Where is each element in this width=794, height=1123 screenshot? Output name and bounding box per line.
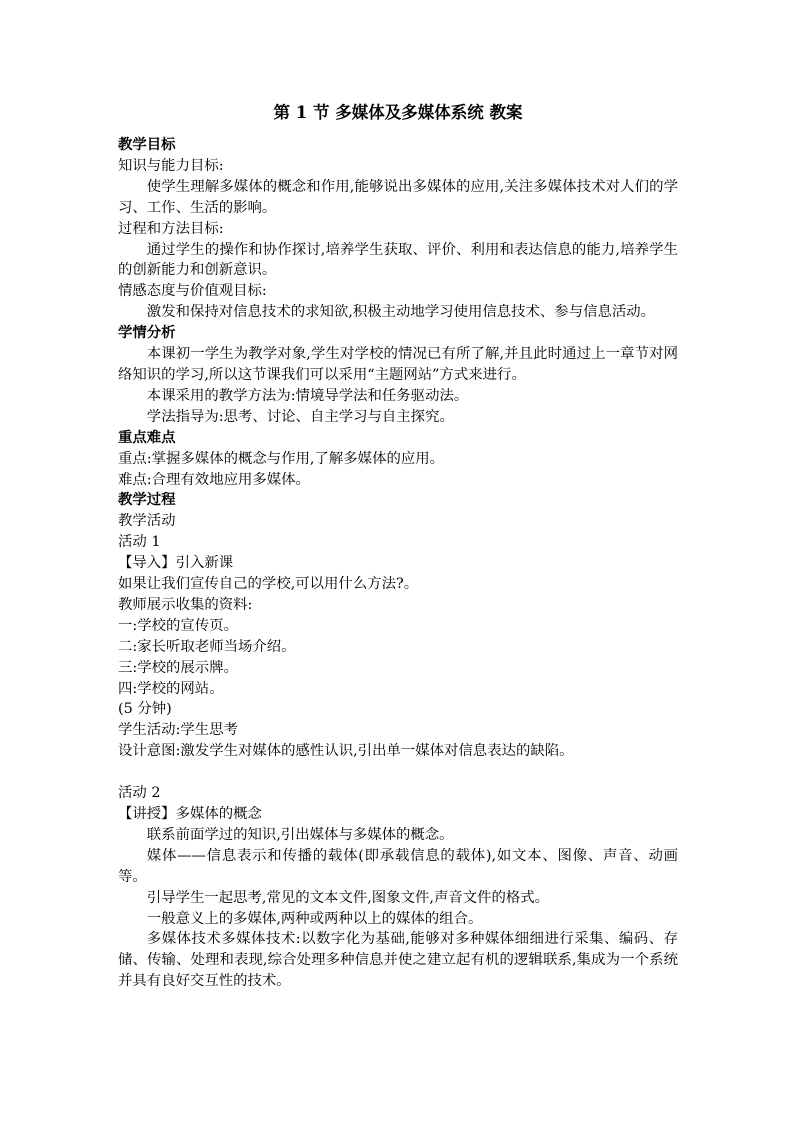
section-heading-key-points: 重点难点 xyxy=(118,428,176,446)
process-text: 通过学生的操作和协作探讨,培养学生获取、评价、利用和表达信息的能力,培养学生的创新能力和创新意识。 xyxy=(118,241,678,279)
knowledge-label: 知识与能力目标: xyxy=(118,157,224,174)
list-item: 三:学校的展示牌。 xyxy=(118,659,238,676)
process-label: 过程和方法目标: xyxy=(118,220,224,237)
emotion-text: 激发和保持对信息技术的求知欲,积极主动地学习使用信息技术、参与信息活动。 xyxy=(146,304,656,321)
key-focus: 重点:掌握多媒体的概念与作用,了解多媒体的应用。 xyxy=(118,450,445,467)
list-item: 一:学校的宣传页。 xyxy=(118,617,238,634)
section-heading-process: 教学过程 xyxy=(118,491,176,509)
activity2-topic: 【讲授】多媒体的概念 xyxy=(118,805,262,822)
section-heading-analysis: 学情分析 xyxy=(118,324,176,342)
activity2-paragraph: 引导学生一起思考,常见的文本文件,图象文件,声音文件的格式。 xyxy=(146,889,550,906)
list-item: 二:家长听取老师当场介绍。 xyxy=(118,638,296,655)
activities-label: 教学活动 xyxy=(118,513,176,530)
blank-line xyxy=(118,762,678,783)
activity1-intent: 设计意图:激发学生对媒体的感性认识,引出单一媒体对信息表达的缺陷。 xyxy=(118,743,574,760)
activity1-time: (5 分钟) xyxy=(118,701,172,718)
document-page xyxy=(118,100,678,992)
knowledge-text: 使学生理解多媒体的概念和作用,能够说出多媒体的应用,关注多媒体技术对人们的学习、工作、生活的影响。 xyxy=(118,178,678,216)
activity2-paragraph: 媒体——信息表示和传播的载体(即承载信息的载体),如文本、图像、声音、动画等。 xyxy=(118,847,678,885)
activity2-label: 活动 2 xyxy=(118,785,161,802)
activity1-label: 活动 1 xyxy=(118,534,161,551)
analysis-guidance: 学法指导为:思考、讨论、自主学习与自主探究。 xyxy=(146,408,454,425)
analysis-method: 本课采用的教学方法为:情境导学法和任务驱动法。 xyxy=(146,387,469,404)
analysis-paragraph: 本课初一学生为教学对象,学生对学校的情况已有所了解,并且此时通过上一章节对网络知识的学习,所以这节课我们可以采用“主题网站”方式来进行。 xyxy=(118,346,678,383)
activity2-paragraph: 联系前面学过的知识,引出媒体与多媒体的概念。 xyxy=(146,826,454,843)
list-item: 四:学校的网站。 xyxy=(118,680,224,697)
activity2-paragraph: 多媒体技术多媒体技术:以数字化为基础,能够对多种媒体细细进行采集、编码、存储、传输、处理和表现,综合处理多种信息并使之建立起有机的逻辑联系,集成为一个系统并具有良好交互性的技术。 xyxy=(118,931,678,990)
emotion-label: 情感态度与价值观目标: xyxy=(118,283,267,300)
activity1-student: 学生活动:学生思考 xyxy=(118,722,238,739)
activity2-paragraph: 一般意义上的多媒体,两种或两种以上的媒体的组合。 xyxy=(146,910,483,927)
activity1-intro: 【导入】引入新课 xyxy=(118,555,234,572)
activity1-question: 如果让我们宣传自己的学校,可以用什么方法?。 xyxy=(118,576,419,593)
page-title: 第 1 节 多媒体及多媒体系统 教案 xyxy=(273,103,523,122)
activity1-materials-label: 教师展示收集的资料: xyxy=(118,596,253,613)
key-difficulty: 难点:合理有效地应用多媒体。 xyxy=(118,471,310,488)
section-heading-objectives: 教学目标 xyxy=(118,136,176,153)
